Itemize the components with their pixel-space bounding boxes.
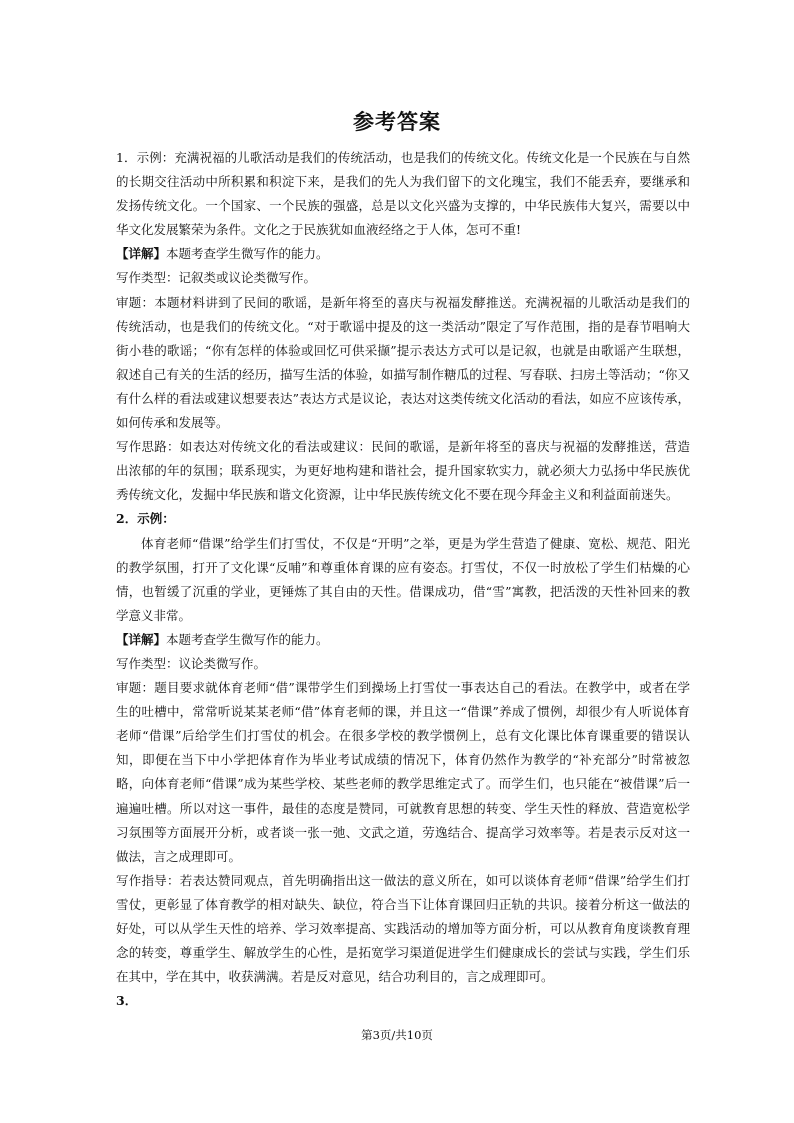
q3-heading: 3．: [116, 993, 138, 1009]
q1-detail: [116, 242, 690, 266]
q1-thinking: 写作思路：如表达对传统文化的看法或建议：民间的歌谣，是新年将至的喜庆与祝福的发酵推送，营造出浓郁的年的氛围；联系现实，为更好地构建和谐社会，提升国家软实力，就必须大力弘扬中华民族优秀传统文化，发掘中华民族和谐文化资源，让中华民族传统文化不要在现今拜金主义和利益面前迷失。: [116, 439, 690, 503]
q2-heading: 2．示例：: [116, 511, 175, 527]
q2-sample-answer: 体育老师“借课”给学生们打雪仗，不仅是“开明”之举，更是为学生营造了健康、宽松、规范、阳光的教学氛围，打开了文化课“反哺”和尊重体育课的应有姿态。打雪仗，不仅一时放松了学生们枯燥的心情，也暂缓了沉重的学业，更锤炼了其自由的天性。借课成功，借“雪”寓教，把活泼的天性补回来的教学意义非常。: [116, 535, 690, 623]
detail-tag: 【详解】: [116, 631, 167, 647]
q2-writing-type: 写作类型：议论类微写作。: [116, 655, 267, 671]
q1-sample-answer: 1．示例：充满祝福的儿歌活动是我们的传统活动，也是我们的传统文化。传统文化是一个民族在与自然的长期交往活动中所积累和积淀下来，是我们的先人为我们留下的文化瑰宝，我们不能丢弃，要继承和发扬传统文化。一个国家、一个民族的强盛，总是以文化兴盛为支撑的，中华民族伟大复兴，需要以中华文化发展繁荣为条件。文化之于民族犹如血液经络之于人体，怎可不重!: [116, 150, 690, 238]
q1-writing-type: 写作类型：记叙类或议论类微写作。: [116, 270, 317, 286]
q1-review: 审题：本题材料讲到了民间的歌谣，是新年将至的喜庆与祝福发酵推送。充满祝福的儿歌活动是我们的传统活动，也是我们的传统文化。“对于歌谣中提及的这一类活动”限定了写作范围，指的是春节唱响大街小巷的歌谣；“你有怎样的体验或回忆可供采撷”提示表达方式可以是记叙，也就是由歌谣产生联想，叙述自己有关的生活的经历，描写生活的体验，如描写制作糖瓜的过程、写春联、扫房土等活动；“你又有什么样的看法或建议想要表达”表达方式是议论，表达对这类传统文化活动的看法，如应不应该传承，如何传承和发展等。: [116, 294, 690, 431]
q2-detail: [116, 628, 690, 652]
detail-text: 本题考查学生微写作的能力。: [166, 246, 329, 262]
answer-body: [116, 146, 690, 1013]
detail-tag: 【详解】: [116, 246, 167, 262]
detail-text: 本题考查学生微写作的能力。: [166, 631, 329, 647]
q2-guide: 写作指导：若表达赞同观点，首先明确指出这一做法的意义所在，如可以谈体育老师“借课”给学生们打雪仗，更彰显了体育教学的相对缺失、缺位，符合当下让体育课回归正轨的共识。接着分析这一做法的好处，可以从学生天性的培养、学习效率提高、实践活动的增加等方面分析，可以从教育角度谈教育理念的转变，尊重学生、解放学生的心性，是拓宽学习渠道促进学生们健康成长的尝试与实践，学生们乐在其中，学在其中，收获满满。若是反对意见，结合功利目的，言之成理即可。: [116, 872, 690, 985]
page-number: 第3页/共10页: [361, 1028, 433, 1042]
q2-review: 审题：题目要求就体育老师“借”课带学生们到操场上打雪仗一事表达自己的看法。在教学中，或者在学生的吐槽中，常常听说某某老师“借”体育老师的课，并且这一“借课”养成了惯例，却很少有人听说体育老师“借课”后给学生们打雪仗的机会。在很多学校的教学惯例上，总有文化课比体育课重要的错误认知，即便在当下中小学把体育作为毕业考试成绩的情况下，体育仍然作为教学的“补充部分”时常被忽略，向体育老师“借课”成为某些学校、某些老师的教学思维定式了。而学生们，也只能在“被借课”后一遍遍吐槽。所以对这一事件，最佳的态度是赞同，可就教育思想的转变、学生天性的释放、营造宽松学习氛围等方面展开分析，或者谈一张一弛、文武之道，劳逸结合、提高学习效率等。若是表示反对这一做法，言之成理即可。: [116, 680, 690, 864]
page-title: 参考答案: [353, 110, 441, 134]
